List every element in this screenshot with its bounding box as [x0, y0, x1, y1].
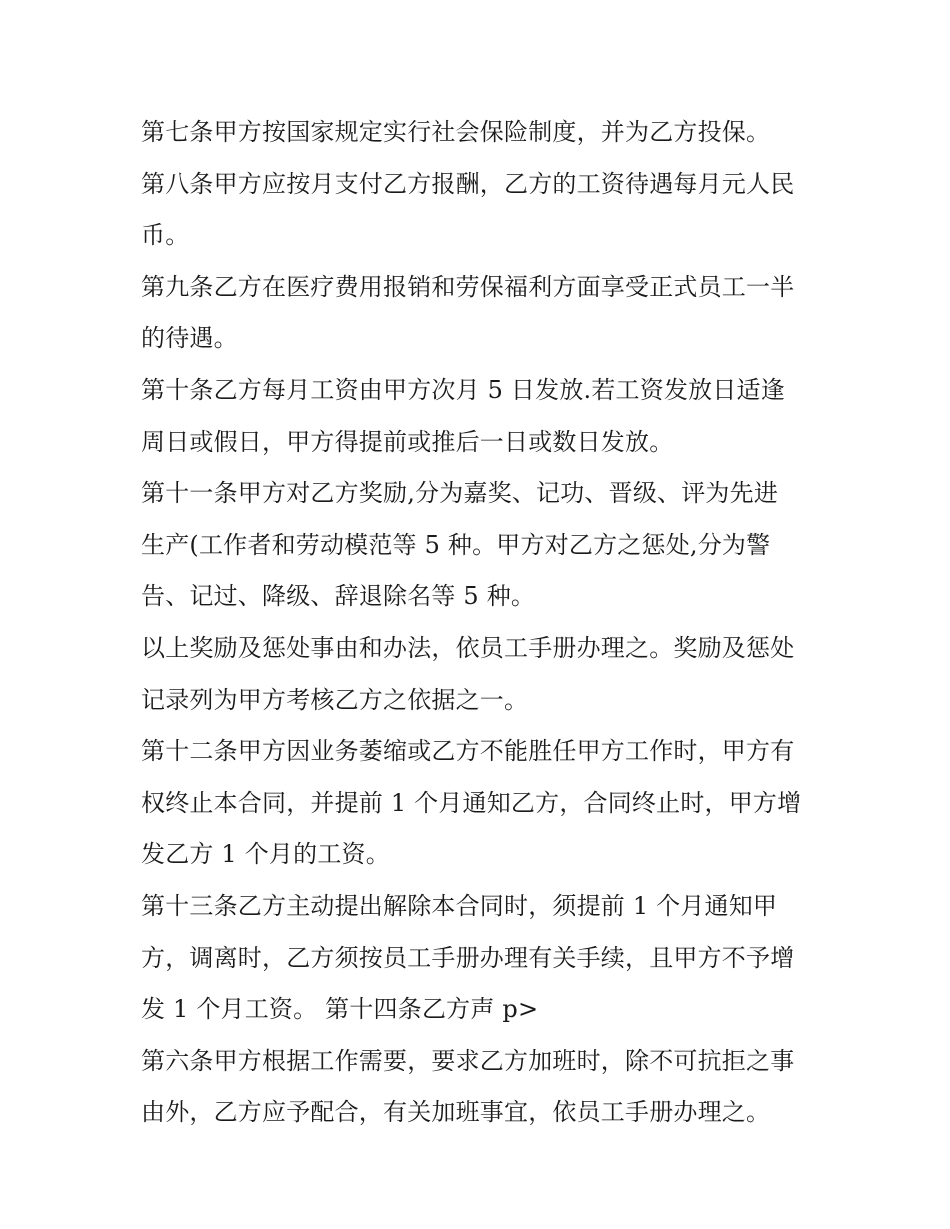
document-body — [141, 107, 821, 1139]
text-line: 第八条甲方应按月支付乙方报酬，乙方的工资待遇每月元人民 — [141, 169, 795, 198]
text-line: 第十二条甲方因业务萎缩或乙方不能胜任甲方工作时，甲方有 — [141, 737, 795, 766]
text-line: 发乙方 1 个月的工资。 — [141, 840, 390, 869]
text-line: 发 1 个月工资。 第十四条乙方声 p> — [141, 995, 539, 1024]
text-line: 告、记过、降级、辞退除名等 5 种。 — [141, 582, 536, 611]
text-line: 第九条乙方在医疗费用报销和劳保福利方面享受正式员工一半 — [141, 272, 795, 301]
text-line: 第七条甲方按国家规定实行社会保险制度，并为乙方投保。 — [141, 118, 771, 146]
text-line: 周日或假日，甲方得提前或推后一日或数日发放。 — [141, 427, 674, 456]
text-line: 生产(工作者和劳动模范等 5 种。甲方对乙方之惩处,分为警 — [141, 530, 771, 559]
text-line: 第十一条甲方对乙方奖励,分为嘉奖、记功、晋级、评为先进 — [141, 479, 779, 508]
text-line: 第六条甲方根据工作需要，要求乙方加班时，除不可抗拒之事 — [141, 1046, 795, 1075]
text-line: 方，调离时，乙方须按员工手册办理有关手续，且甲方不予增 — [141, 943, 795, 972]
text-line: 以上奖励及惩处事由和办法，依员工手册办理之。奖励及惩处 — [141, 633, 795, 662]
text-line: 币。 — [141, 221, 190, 250]
text-line: 权终止本合同，并提前 1 个月通知乙方，合同终止时，甲方增 — [141, 788, 802, 817]
text-line: 由外，乙方应予配合，有关加班事宜，依员工手册办理之。 — [141, 1098, 771, 1127]
text-line: 记录列为甲方考核乙方之依据之一。 — [141, 685, 529, 714]
text-line: 第十条乙方每月工资由甲方次月 5 日发放.若工资发放日适逢 — [141, 375, 785, 404]
text-line: 第十三条乙方主动提出解除本合同时，须提前 1 个月通知甲 — [141, 891, 778, 920]
text-line: 的待遇。 — [141, 324, 238, 353]
